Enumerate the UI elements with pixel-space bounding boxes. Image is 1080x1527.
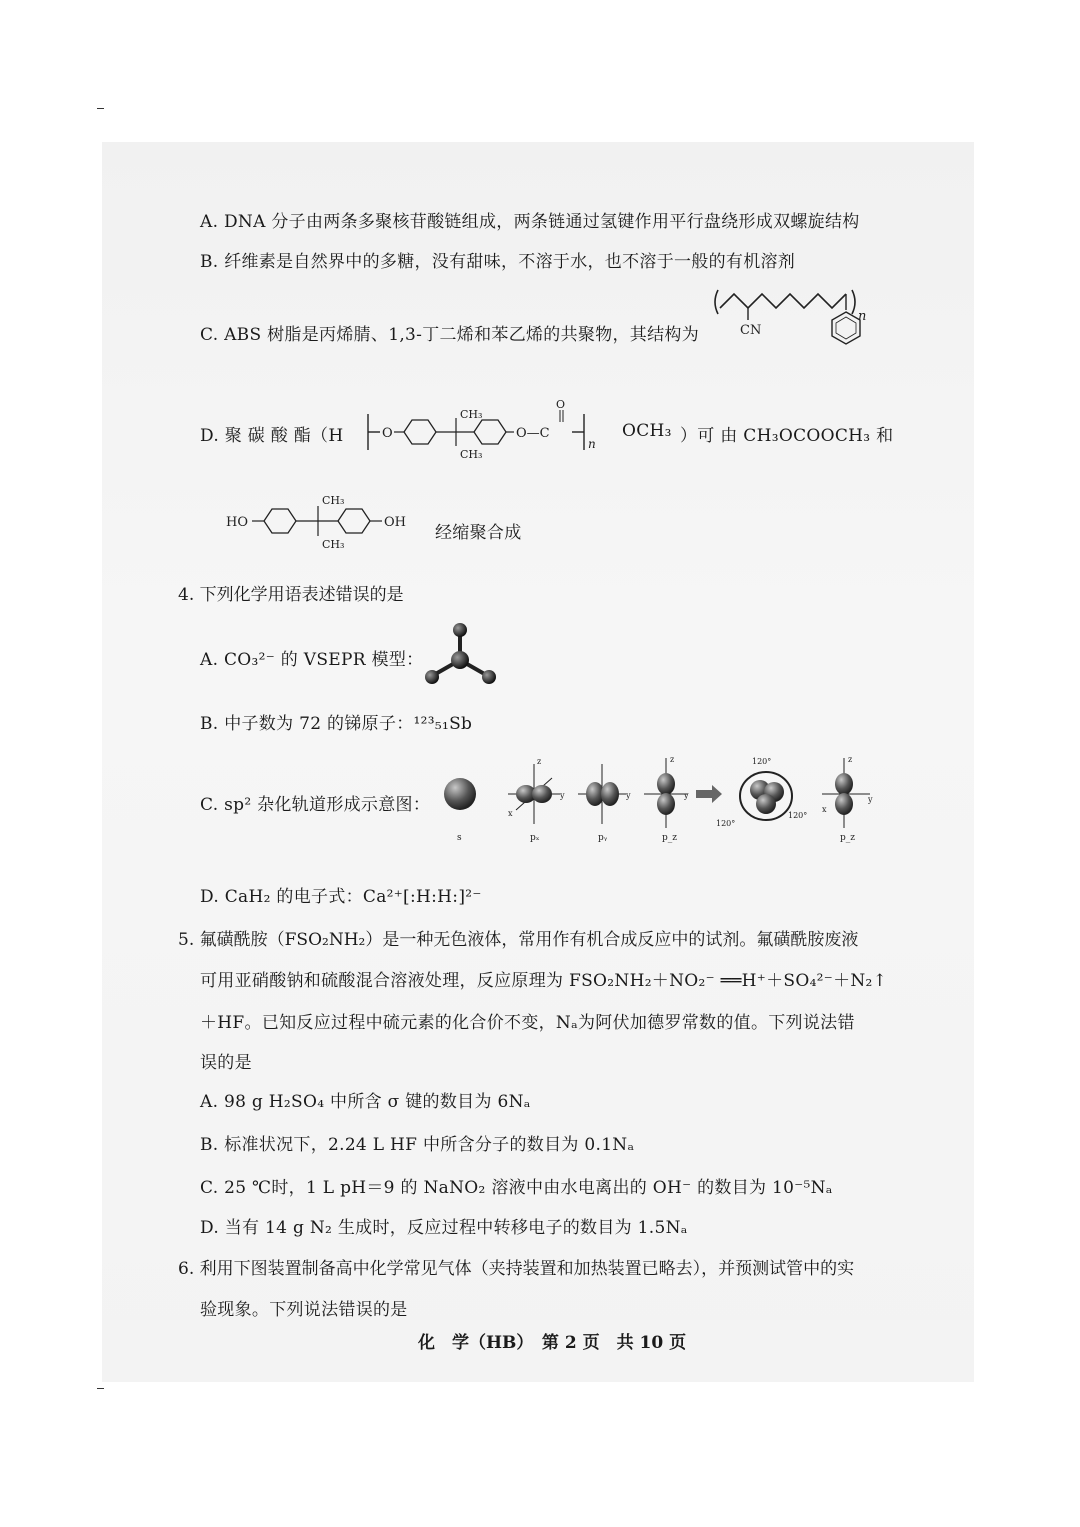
- bpa-ho-label: HO: [226, 515, 248, 530]
- q4-stem: 4. 下列化学用语表述错误的是: [178, 585, 404, 605]
- pc-n-label: n: [588, 437, 596, 451]
- orbital-label-pz-1: p_z: [662, 833, 678, 843]
- abs-resin-structure: [710, 280, 890, 370]
- page-footer: 化 学（HB） 第 2 页 共 10 页: [418, 1333, 687, 1353]
- pc-oxygen-1: O: [382, 426, 393, 441]
- bpa-methyl-top: CH₃: [322, 494, 345, 507]
- q5-stem-line-1: 5. 氟磺酰胺（FSO₂NH₂）是一种无色液体，常用作有机合成反应中的试剂。氟磺酰胺废液: [178, 930, 859, 950]
- q5-option-c: C. 25 ℃时，1 L pH＝9 的 NaNO₂ 溶液中由水电离出的 OH⁻ 的数目为 10⁻⁵Nₐ: [200, 1178, 833, 1198]
- q4-option-b: B. 中子数为 72 的锑原子：¹²³₅₁Sb: [200, 714, 473, 734]
- page-edge-mark-top: [97, 108, 104, 109]
- angle-label-left: 120°: [716, 819, 736, 828]
- q3-option-c: C. ABS 树脂是丙烯腈、1,3-丁二烯和苯乙烯的共聚物，其结构为: [200, 325, 700, 345]
- angle-label-right: 120°: [788, 811, 808, 820]
- page-edge-mark-bottom: [97, 1388, 104, 1389]
- q4-option-c: C. sp² 杂化轨道形成示意图：: [200, 795, 431, 815]
- pc-methyl-top: CH₃: [460, 408, 483, 421]
- orbital-label-py: pᵧ: [598, 833, 608, 843]
- axis-y-2: y: [626, 791, 631, 800]
- polycarbonate-structure: [360, 398, 620, 472]
- pc-methyl-bottom: CH₃: [460, 448, 483, 461]
- bpa-methyl-bottom: CH₃: [322, 538, 345, 551]
- q4-option-d: D. CaH₂ 的电子式：Ca²⁺[:H:H:]²⁻: [200, 887, 482, 907]
- abs-cn-label: CN: [740, 323, 762, 338]
- pc-och3-end: OCH₃: [622, 421, 672, 441]
- q6-stem-line-1: 6. 利用下图装置制备高中化学常见气体（夹持装置和加热装置已略去），并预测试管中的实: [178, 1259, 855, 1279]
- axis-y-4: y: [868, 795, 873, 804]
- axis-x-4: x: [822, 805, 827, 814]
- q3-option-d-prefix: D. 聚 碳 酸 酯（H: [200, 426, 344, 446]
- q5-stem-line-4: 误的是: [200, 1053, 252, 1073]
- abs-n-label: n: [858, 309, 867, 324]
- q3-option-d-mid: ）可 由 CH₃OCOOCH₃ 和: [680, 426, 894, 446]
- orbital-label-px: pₓ: [530, 833, 540, 843]
- angle-label-top: 120°: [752, 757, 772, 766]
- bisphenol-a-structure: [222, 488, 432, 554]
- q4-option-a: A. CO₃²⁻ 的 VSEPR 模型：: [200, 650, 424, 670]
- q5-option-a: A. 98 g H₂SO₄ 中所含 σ 键的数目为 6Nₐ: [200, 1092, 531, 1112]
- q3-option-b: B. 纤维素是自然界中的多糖，没有甜味，不溶于水，也不溶于一般的有机溶剂: [200, 252, 796, 272]
- bpa-oh-label: OH: [384, 515, 406, 530]
- q5-stem-line-2: 可用亚硝酸钠和硫酸混合溶液处理，反应原理为 FSO₂NH₂＋NO₂⁻ ══H⁺＋SO₄²⁻＋N₂↑: [200, 971, 888, 991]
- orbital-label-pz-2: p_z: [840, 833, 856, 843]
- q3-option-d-suffix: 经缩聚合成: [435, 523, 522, 543]
- pc-carbonyl-oxygen: O: [556, 398, 566, 411]
- axis-y-3: y: [684, 791, 689, 800]
- q6-stem-line-2: 验现象。下列说法错误的是: [200, 1300, 408, 1320]
- q5-option-b: B. 标准状况下，2.24 L HF 中所含分子的数目为 0.1Nₐ: [200, 1135, 635, 1155]
- axis-y-1: y: [560, 791, 565, 800]
- q3-option-a: A. DNA 分子由两条多聚核苷酸链组成，两条链通过氢键作用平行盘绕形成双螺旋结构: [200, 212, 860, 232]
- orbital-label-s: s: [457, 833, 462, 843]
- sp2-hybridization-figure: [430, 750, 890, 850]
- q5-option-d: D. 当有 14 g N₂ 生成时，反应过程中转移电子的数目为 1.5Nₐ: [200, 1218, 688, 1238]
- axis-z-3: z: [670, 755, 675, 764]
- axis-z-1: z: [537, 757, 542, 766]
- vsepr-model-figure: [418, 620, 502, 692]
- axis-x-1: x: [508, 809, 513, 818]
- pc-oxygen-carbonyl-group: O—C: [516, 426, 550, 441]
- q5-stem-line-3: ＋HF。已知反应过程中硫元素的化合价不变，Nₐ为阿伏加德罗常数的值。下列说法错: [200, 1013, 855, 1033]
- axis-z-4: z: [848, 755, 853, 764]
